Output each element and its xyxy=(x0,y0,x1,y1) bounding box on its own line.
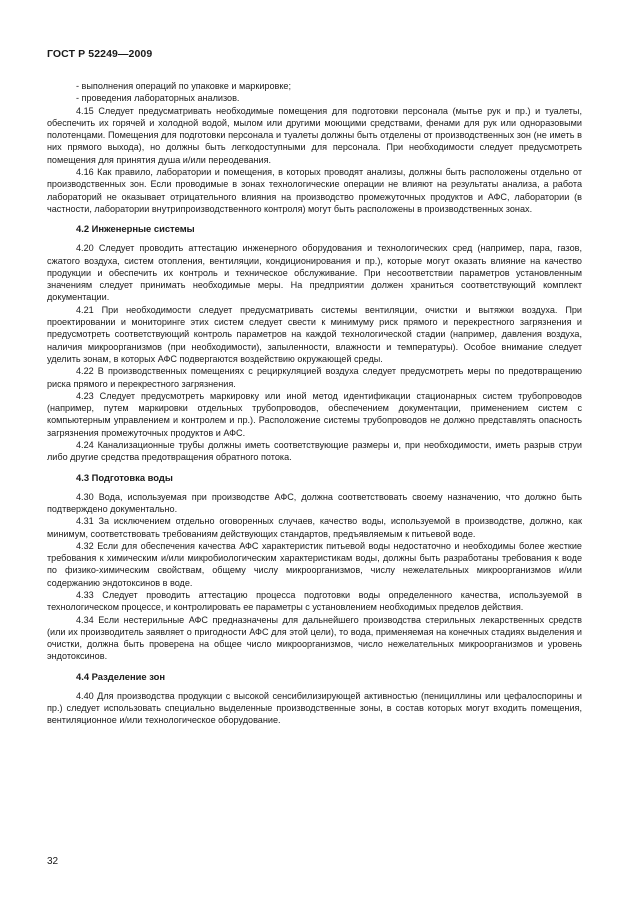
paragraph-4-30: 4.30 Вода, используемая при производстве АФС, должна соответствовать своему назначению, что должно быть подтверждено документально. xyxy=(47,491,582,514)
paragraph-4-22: 4.22 В производственных помещениях с рециркуляцией воздуха следует предусмотреть меры по предотвращению риска прямого и перекрестного загрязнения. xyxy=(47,366,582,389)
list-item: - проведения лабораторных анализов. xyxy=(76,93,240,104)
document-header: ГОСТ Р 52249—2009 xyxy=(47,48,153,60)
page-number: 32 xyxy=(47,856,59,867)
paragraph-4-16: 4.16 Как правило, лаборатории и помещения, в которых проводят анализы, должны быть расположены отдельно от производственных зон. Если проводимые в зонах технологические операции не влияют на результаты анализа, а работа лабораторий не оказывает отрицательного влияния на производство промежуточных продуктов и АФС, лаборатории (в частности, лаборатории внутрипроизводственного контроля) могут быть расположены в производственных зонах. xyxy=(47,167,582,214)
section-heading-4-2: 4.2 Инженерные системы xyxy=(76,223,195,235)
paragraph-4-20: 4.20 Следует проводить аттестацию инженерного оборудования и технологических сред (например, пара, газов, сжатого воздуха, систем отопления, вентиляции, кондиционирования и пр.), которые могут оказать влияние на качество продукции и обеспечить их контроль и техническое обслуживание. При несоответствии параметров установленным значениям следует принимать необходимые меры. На предприятии должен храниться соответствующий комплект документации. xyxy=(47,243,582,303)
paragraph-4-33: 4.33 Следует проводить аттестацию процесса подготовки воды определенного качества, используемой в технологическом процессе, и контролировать ее параметры с установлением необходимых пределов действия. xyxy=(47,589,582,613)
section-heading-4-4: 4.4 Разделение зон xyxy=(76,670,166,682)
section-heading-4-3: 4.3 Подготовка воды xyxy=(76,471,173,483)
paragraph-4-24: 4.24 Канализационные трубы должны иметь соответствующие размеры и, при необходимости, иметь разрыв струи либо другие средства предотвращения обратного потока. xyxy=(47,440,582,463)
paragraph-4-34: 4.34 Если нестерильные АФС предназначены для дальнейшего производства стерильных лекарственных средств (или их производитель заявляет о пригодности АФС для этой цели), то вода, применяемая на конечных стадиях выделения и очистки, должна быть проверена на общее число микроорганизмов, число нежелательных микроорганизмов и уровень эндотоксинов. xyxy=(47,614,582,662)
document-body xyxy=(47,80,582,727)
list-item: - выполнения операций по упаковке и маркировке; xyxy=(76,81,292,91)
paragraph-4-15: 4.15 Следует предусматривать необходимые помещения для подготовки персонала (мытье рук и пр.) и туалеты, обеспечить их горячей и холодной водой, мылом или другими моющими средствами, фенами для рук или одноразовыми полотенцами. Помещения для подготовки персонала и туалеты должны быть отделены от производственных зон (не иметь в них прямого выхода), но должны быть легкодоступными для персонала. При необходимости следует предусмотреть помещения для принятия душа и/или переодевания. xyxy=(47,105,582,165)
paragraph-4-21: 4.21 При необходимости следует предусматривать системы вентиляции, очистки и вытяжки воздуха. При проектировании и мониторинге этих систем следует свести к минимуму риск прямого и перекрестного загрязнения и предусмотреть соответствующий контроль параметров на каждой технологической стадии (например, давления воздуха, наличия микроорганизмов (при необходимости), запыленности, влажности и температуры). Особое внимание следует уделить зонам, в которых АФС подвергаются воздействию окружающей среды. xyxy=(47,304,582,364)
paragraph-4-40: 4.40 Для производства продукции с высокой сенсибилизирующей активностью (пенициллины или цефалоспорины и пр.) следует использовать специально выделенные производственные зоны, в состав которых могут входить помещения, вентиляционное и/или технологическое оборудование. xyxy=(47,690,582,726)
paragraph-4-31: 4.31 За исключением отдельно оговоренных случаев, качество воды, используемой в производстве, должно, как минимум, соответствовать требованиям действующих стандартов, предъявляемым к питьевой воде. xyxy=(47,516,582,539)
paragraph-4-23: 4.23 Следует предусмотреть маркировку или иной метод идентификации стационарных систем трубопроводов (например, путем маркировки отдельных трубопроводов, обеспечением документации, применением систем с компьютерным управлением и контролем и пр.). Расположение системы трубопроводов не должно представлять опасность загрязнения промежуточных продуктов и АФС. xyxy=(47,390,582,438)
paragraph-4-32: 4.32 Если для обеспечения качества АФС характеристик питьевой воды недостаточно и необходимы более жесткие требования к химическим и/или микробиологическим характеристикам воды, должны быть разработаны требования к воде по физико-химическим свойствам, общему числу микроорганизмов, числу нежелательных микроорганизмов и/или содержанию эндотоксинов в воде. xyxy=(47,540,582,588)
